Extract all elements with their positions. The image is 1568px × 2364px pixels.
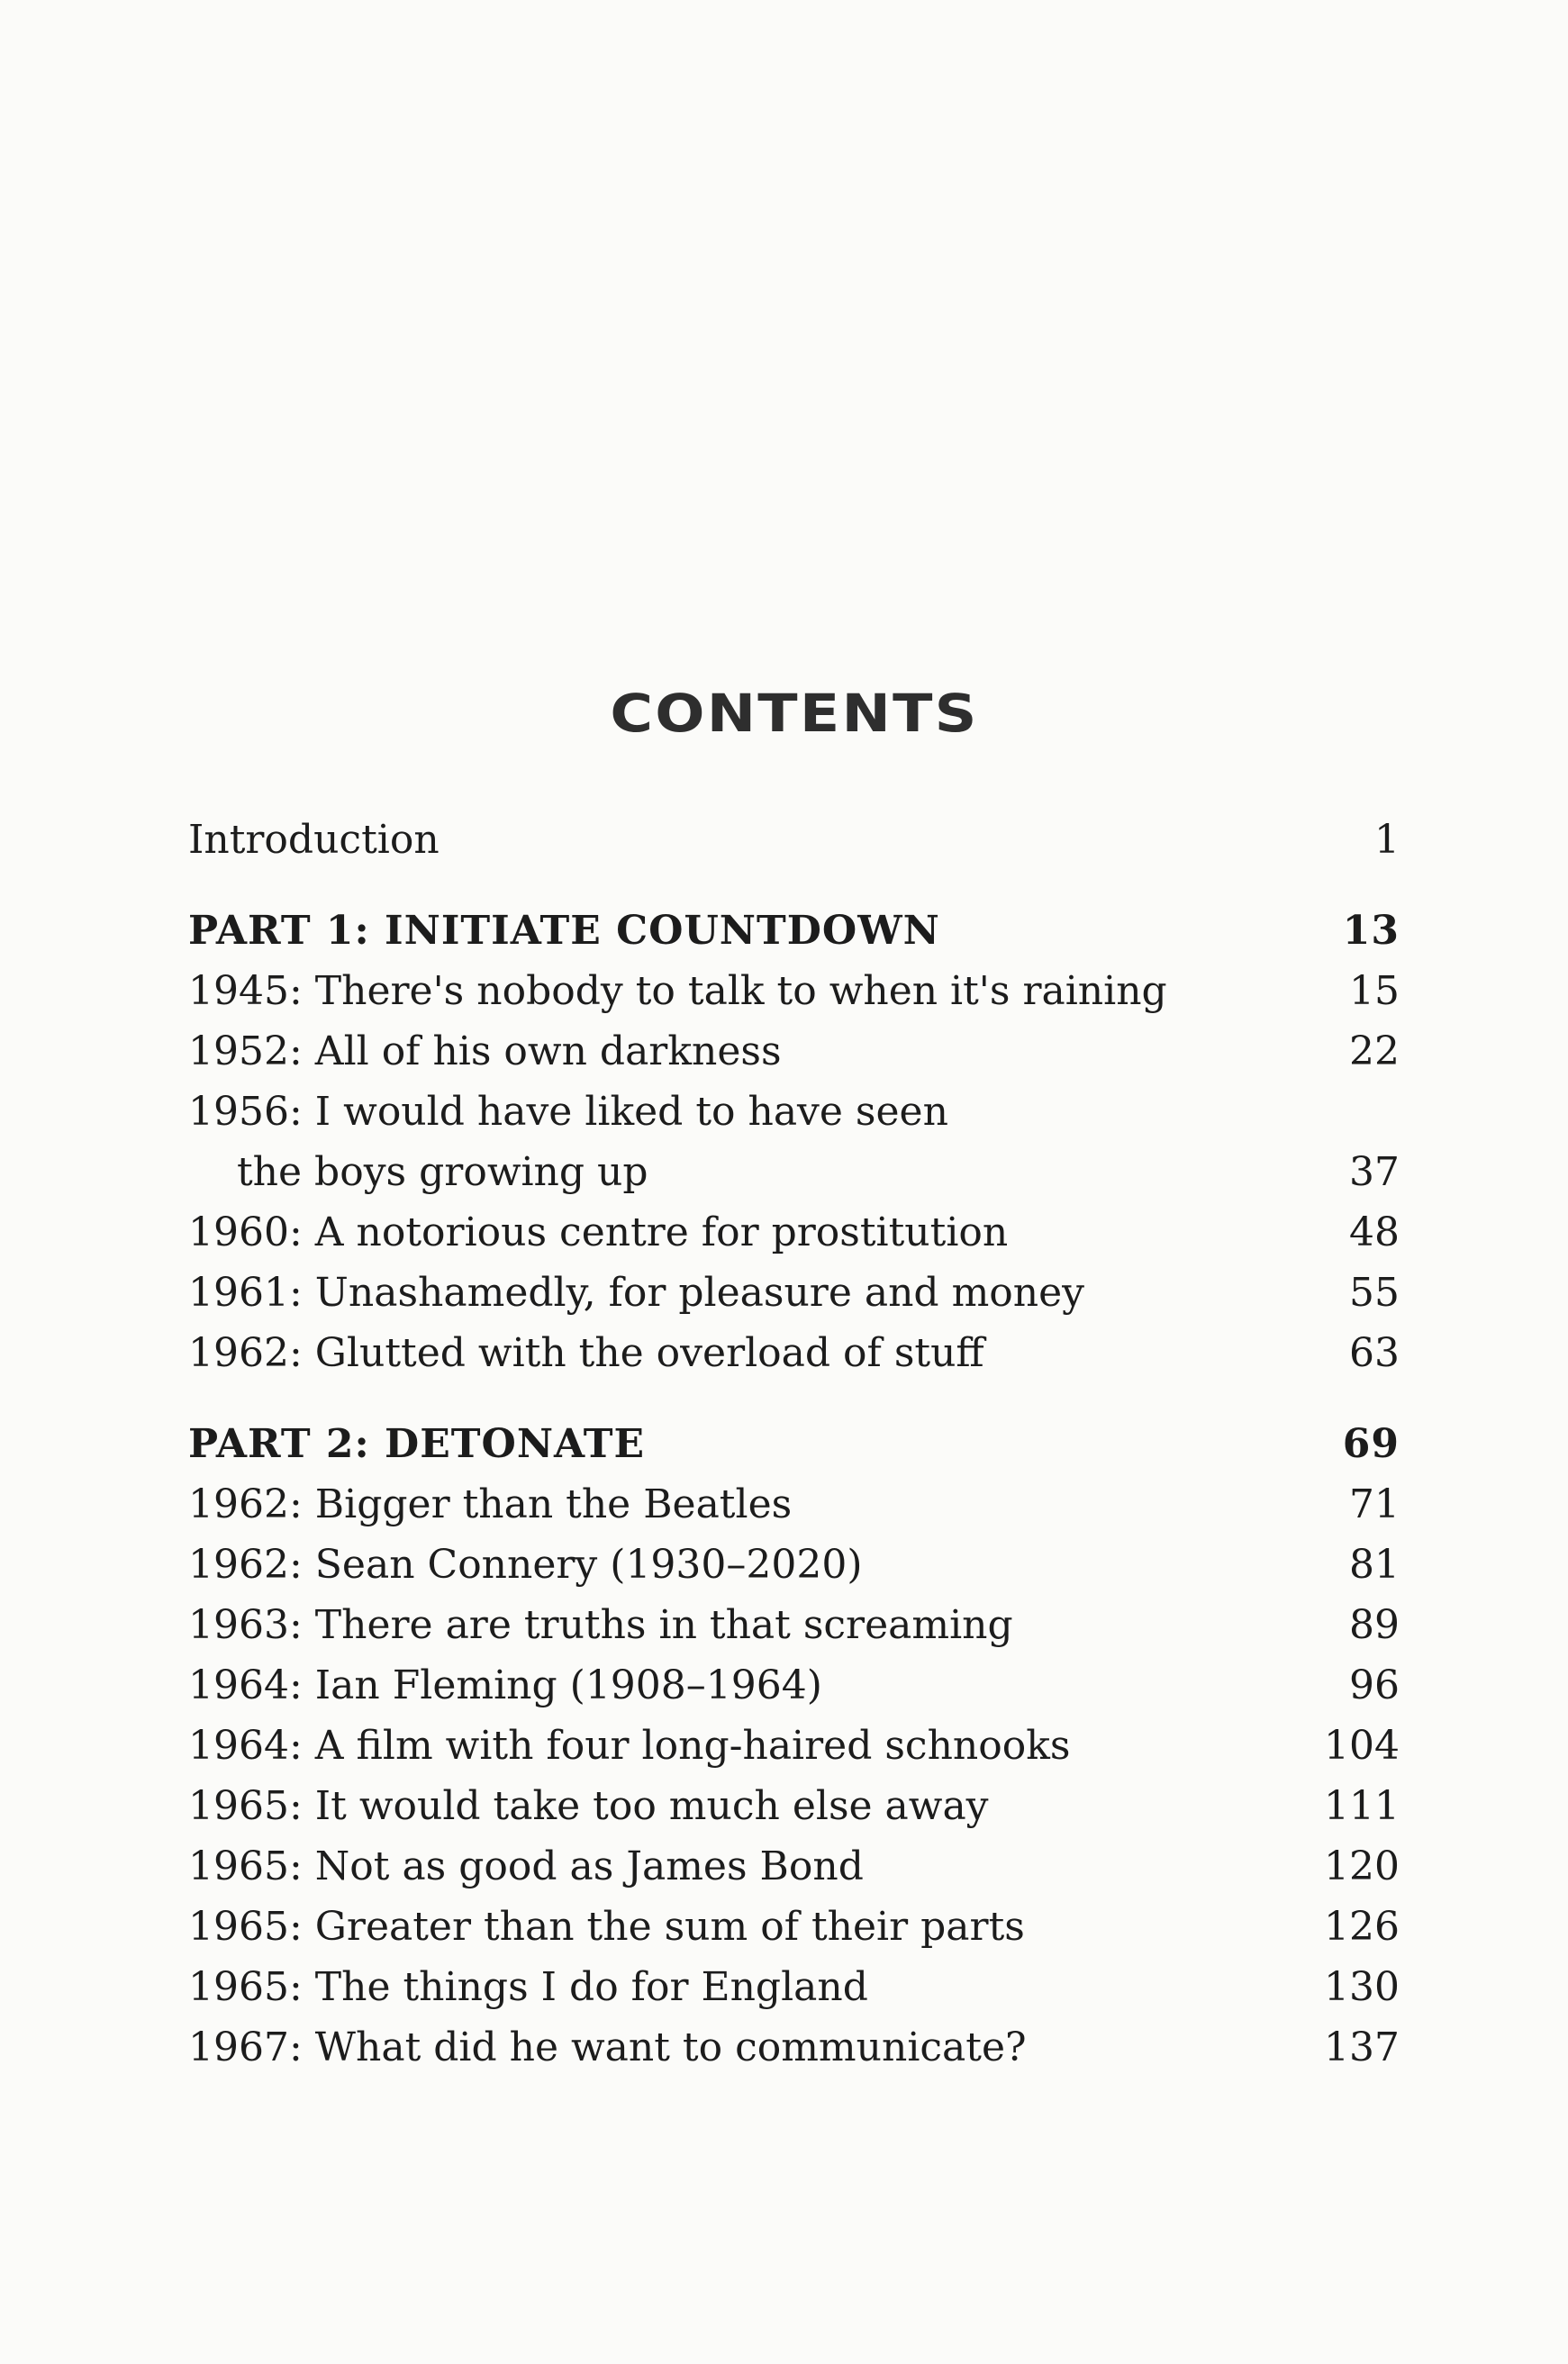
toc-entry — [188, 1263, 1400, 1323]
toc-entry — [188, 1021, 1400, 1082]
toc-page-number: 48 — [1349, 1209, 1400, 1255]
toc-entry — [188, 1323, 1400, 1383]
toc-page-number: 111 — [1324, 1783, 1400, 1829]
toc-page-number: 71 — [1349, 1481, 1400, 1527]
toc-page-number: 81 — [1349, 1542, 1400, 1588]
toc-page-number: 1 — [1374, 817, 1400, 863]
toc-entry-title: 1961: Unashamedly, for pleasure and money — [188, 1270, 1085, 1316]
toc-entry-title: 1962: Bigger than the Beatles — [188, 1481, 793, 1527]
toc-entry-title: 1967: What did he want to communicate? — [188, 2024, 1027, 2070]
toc-page-number: 137 — [1324, 2024, 1400, 2070]
toc-entry-title: 1965: It would take too much else away — [188, 1783, 989, 1829]
toc-entry-title: PART 1: INITIATE COUNTDOWN — [188, 908, 940, 954]
toc-entry — [188, 1595, 1400, 1655]
toc-entry — [188, 1142, 1400, 1202]
toc-entry-title: 1963: There are truths in that screaming — [188, 1602, 1013, 1648]
toc-entry — [188, 2017, 1400, 2078]
toc-page-number: 104 — [1324, 1723, 1400, 1769]
toc-page-number: 55 — [1349, 1270, 1400, 1316]
toc-entry — [188, 1202, 1400, 1263]
toc-entry-title: 1964: A film with four long-haired schnooks — [188, 1723, 1071, 1769]
toc-entry-title: 1962: Sean Connery (1930–2020) — [188, 1542, 863, 1588]
toc-part-heading — [188, 1414, 1400, 1474]
toc-entry-title: 1965: The things I do for England — [188, 1964, 868, 2010]
toc-entry-title: 1962: Glutted with the overload of stuff — [188, 1330, 984, 1376]
toc-entry-title: 1945: There's nobody to talk to when it's raining — [188, 968, 1167, 1014]
toc-entry-title: 1956: I would have liked to have seen — [188, 1089, 948, 1135]
toc-entry-title: 1964: Ian Fleming (1908–1964) — [188, 1662, 822, 1708]
toc-page-number: 96 — [1349, 1662, 1400, 1708]
toc-page-number: 63 — [1349, 1330, 1400, 1376]
toc-page-number: 13 — [1342, 908, 1400, 954]
toc-entry-title: PART 2: DETONATE — [188, 1421, 646, 1467]
toc-entry — [188, 1474, 1400, 1535]
toc-entry-title: 1965: Greater than the sum of their parts — [188, 1904, 1025, 1950]
toc-entry — [188, 1082, 1400, 1142]
toc-entry — [188, 961, 1400, 1021]
page-title: CONTENTS — [610, 683, 979, 744]
toc-entry — [188, 1716, 1400, 1776]
toc-page-number: 120 — [1324, 1843, 1400, 1889]
toc-page-number: 22 — [1349, 1028, 1400, 1074]
toc-entry-title: 1965: Not as good as James Bond — [188, 1843, 864, 1889]
toc-page-number: 37 — [1349, 1149, 1400, 1195]
toc-page-number: 69 — [1342, 1421, 1400, 1467]
toc-entry — [188, 1957, 1400, 2017]
toc-entry-title: the boys growing up — [237, 1149, 648, 1195]
toc-page-number: 126 — [1324, 1904, 1400, 1950]
toc-entry-title: 1952: All of his own darkness — [188, 1028, 782, 1074]
toc-entry-title: 1960: A notorious centre for prostitution — [188, 1209, 1009, 1255]
toc-entry — [188, 1655, 1400, 1716]
toc-entry-title: Introduction — [188, 817, 440, 863]
toc-entry — [188, 810, 1400, 870]
table-of-contents — [188, 810, 1400, 2078]
toc-page-number: 130 — [1324, 1964, 1400, 2010]
toc-entry — [188, 1776, 1400, 1836]
toc-part-heading — [188, 901, 1400, 961]
toc-entry — [188, 1836, 1400, 1897]
toc-entry — [188, 1897, 1400, 1957]
toc-entry — [188, 1535, 1400, 1595]
toc-page-number: 15 — [1349, 968, 1400, 1014]
toc-page-number: 89 — [1349, 1602, 1400, 1648]
